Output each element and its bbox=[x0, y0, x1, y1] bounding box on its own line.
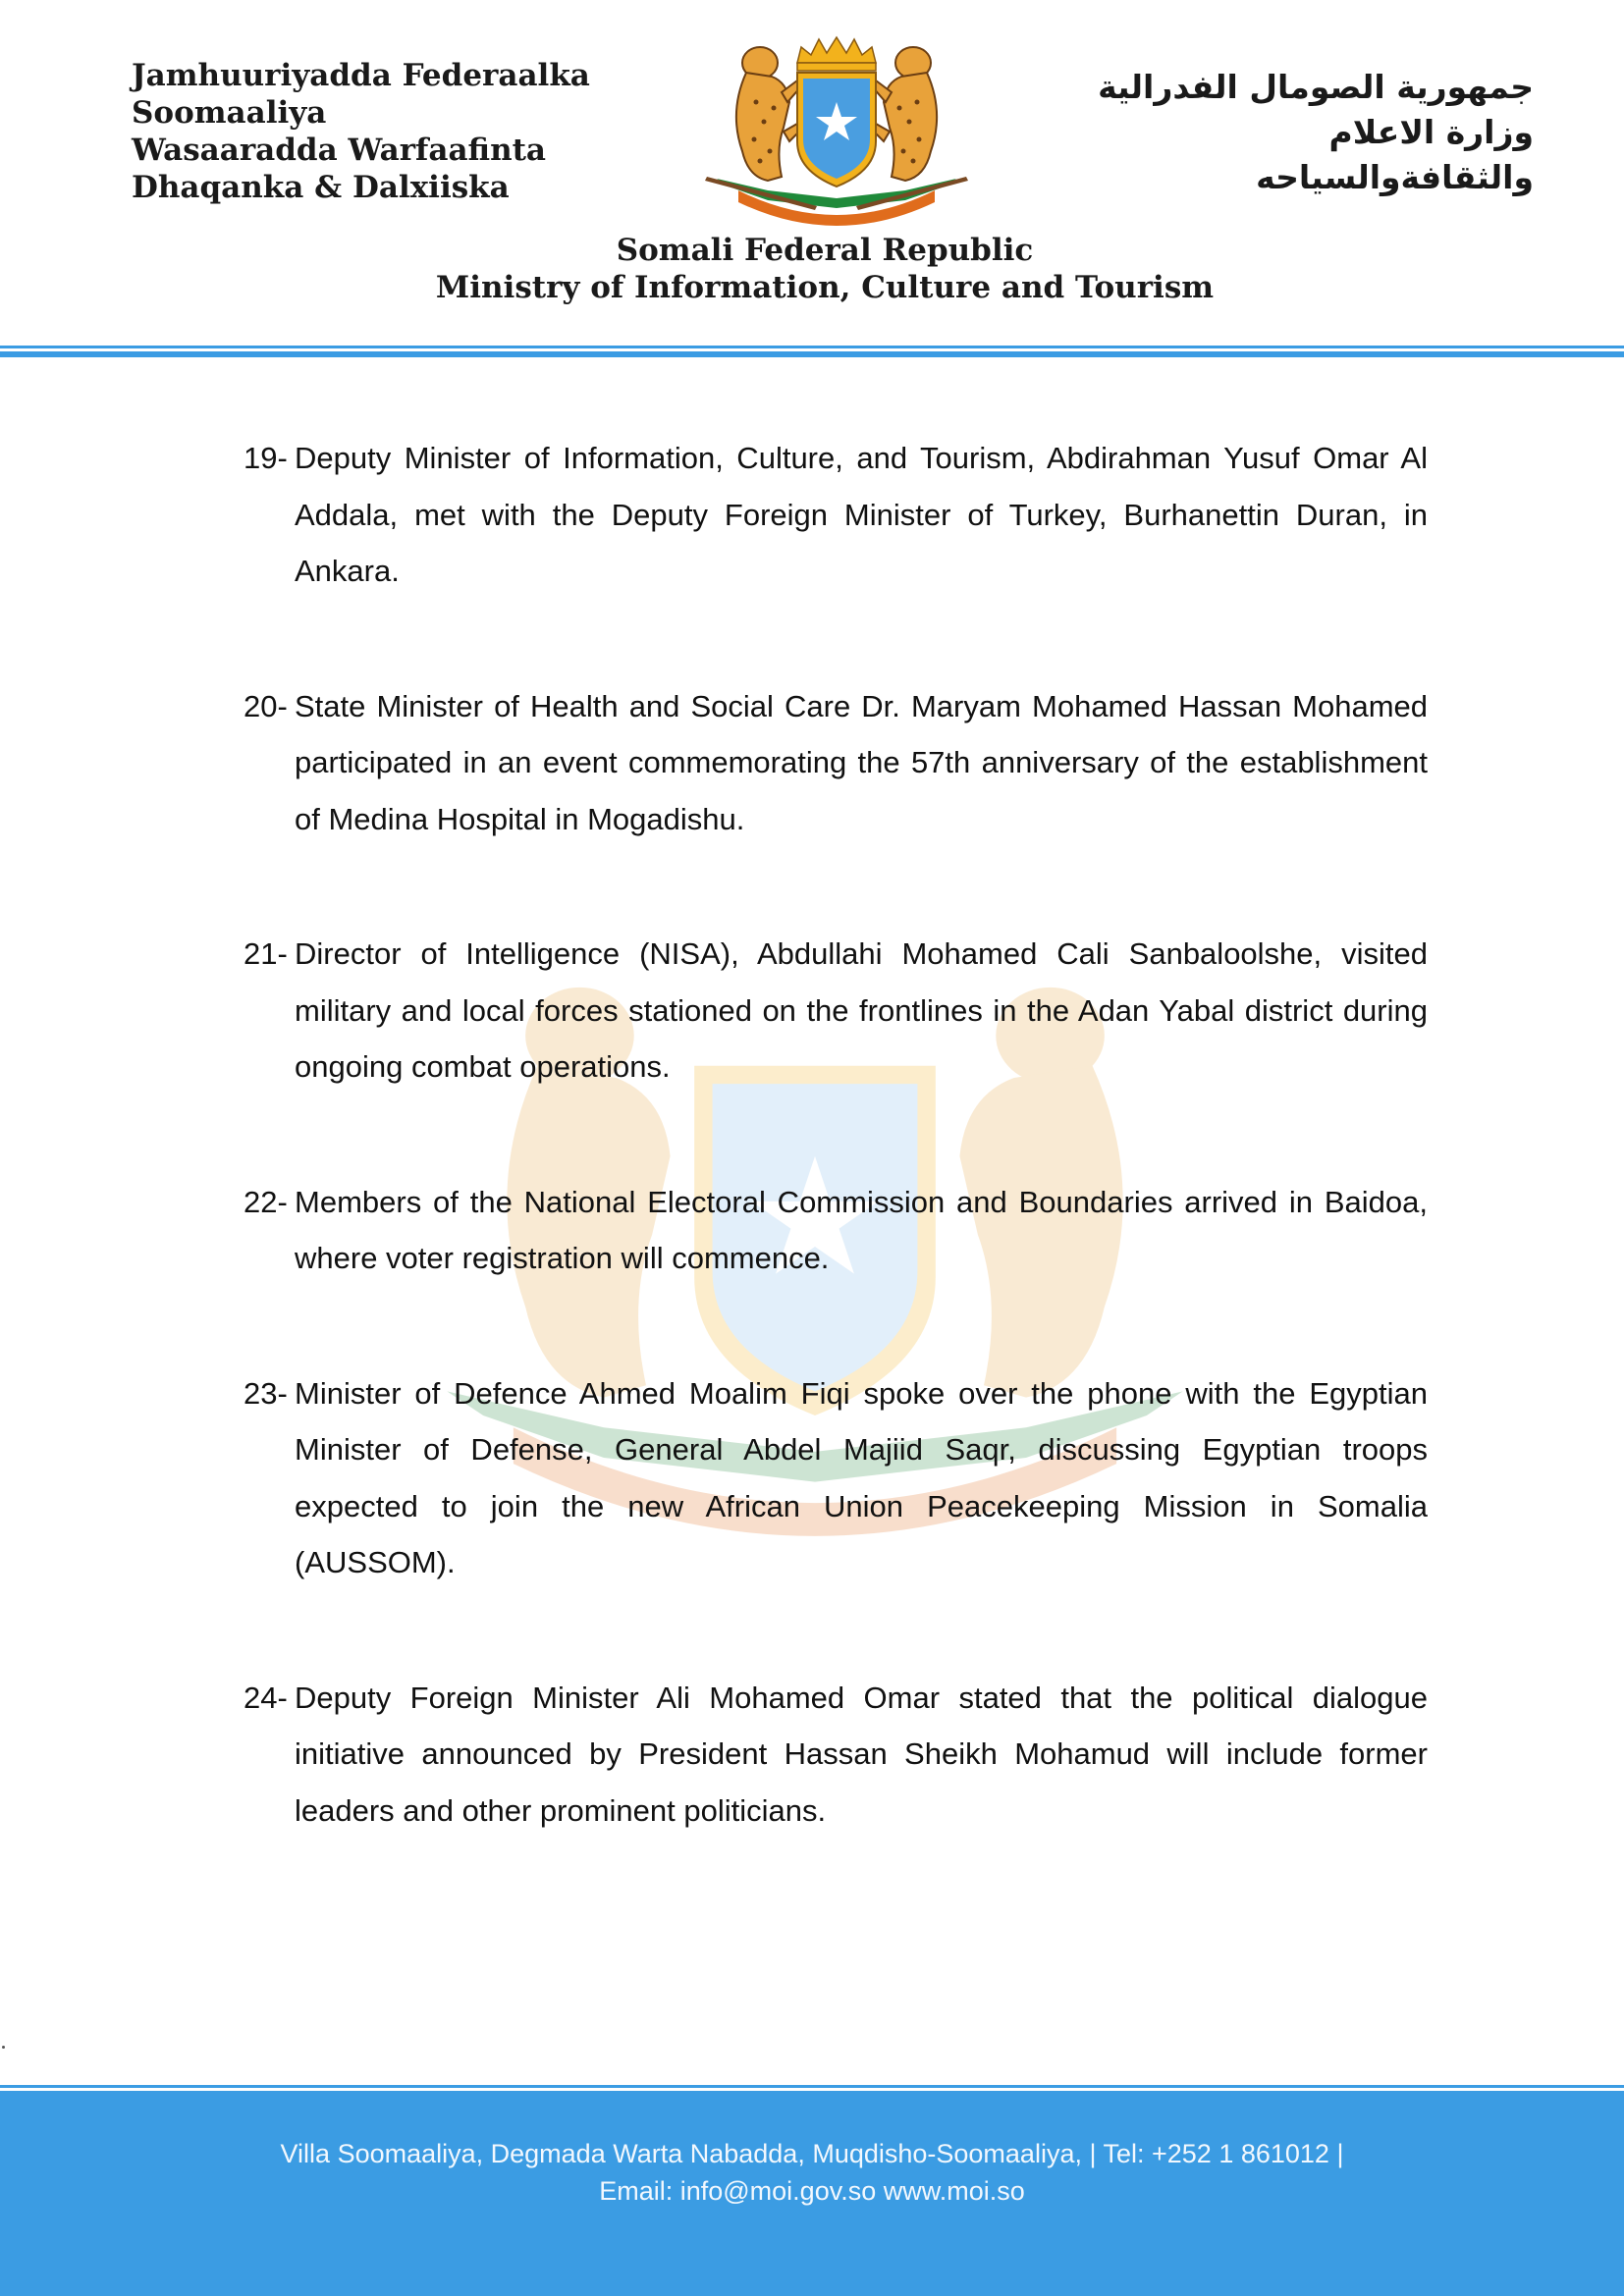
footer-address-line: Villa Soomaaliya, Degmada Warta Nabadda, Muqdisho-Soomaaliya, | Tel: +252 1 861012 | bbox=[280, 2139, 1344, 2168]
item-text: Deputy Minister of Information, Culture, and Tourism, Abdirahman Yusuf Omar Al Addala, met with the Deputy Foreign Minister of Turkey, Burhanettin Duran, in Ankara. bbox=[295, 441, 1428, 588]
header-english-name bbox=[0, 232, 1624, 306]
list-item bbox=[244, 1670, 1428, 1840]
header-arabic-name bbox=[1098, 65, 1534, 200]
header-left-line: Dhaqanka & Dalxiiska bbox=[132, 170, 510, 205]
item-text: Members of the National Electoral Commission and Boundaries arrived in Baidoa, where voter registration will commence. bbox=[295, 1184, 1428, 1275]
footer-divider bbox=[0, 2085, 1624, 2088]
item-number: 19- bbox=[244, 441, 288, 475]
header-right-line: وزارة الاعلام bbox=[1328, 113, 1534, 151]
item-number: 24- bbox=[244, 1680, 288, 1715]
item-text: Minister of Defence Ahmed Moalim Fiqi spoke over the phone with the Egyptian Minister of Defense, General Abdel Majiid Saqr, discussing Egyptian troops expected to join the new African Union Peacekeeping Mission in Somalia (AUSSOM). bbox=[295, 1375, 1428, 1579]
header-left-line: Soomaaliya bbox=[132, 95, 327, 131]
item-number: 23- bbox=[244, 1375, 288, 1411]
header-left-line: Wasaaradda Warfaafinta bbox=[132, 133, 547, 168]
header-divider-thick bbox=[0, 351, 1624, 357]
item-text: State Minister of Health and Social Care Dr. Maryam Mohamed Hassan Mohamed participated in an event commemorating the 57th anniversary of the establishment of Medina Hospital in Mogadishu. bbox=[295, 688, 1428, 836]
item-number: 22- bbox=[244, 1184, 288, 1219]
coat-of-arms-emblem bbox=[699, 33, 974, 230]
header-right-line: جمهورية الصومال الفدرالية bbox=[1098, 68, 1534, 106]
list-item bbox=[244, 678, 1428, 848]
footer-email-line: Email: info@moi.gov.so www.moi.so bbox=[599, 2176, 1025, 2206]
news-items-list bbox=[244, 430, 1428, 1839]
list-item bbox=[244, 1174, 1428, 1287]
item-text: Director of Intelligence (NISA), Abdullahi Mohamed Cali Sanbaloolshe, visited military and local forces stationed on the frontlines in the Adan Yabal district during ongoing combat operations. bbox=[295, 936, 1428, 1084]
header-left-line: Jamhuuriyadda Federaalka bbox=[132, 58, 590, 93]
header-somali-name bbox=[132, 57, 590, 206]
item-number: 21- bbox=[244, 936, 288, 971]
header-divider-thin bbox=[0, 346, 1624, 348]
header-center-line: Ministry of Information, Culture and Tourism bbox=[435, 270, 1215, 305]
header-center-line: Somali Federal Republic bbox=[616, 233, 1034, 268]
header-right-line: والثقافةوالسياحه bbox=[1256, 158, 1534, 196]
list-item bbox=[244, 430, 1428, 600]
item-text: Deputy Foreign Minister Ali Mohamed Omar stated that the political dialogue initiative announced by President Hassan Sheikh Mohamud will include former leaders and other prominent politicians. bbox=[295, 1680, 1428, 1828]
list-item bbox=[244, 926, 1428, 1095]
stray-dot bbox=[2, 2046, 5, 2049]
footer-contact bbox=[0, 2135, 1624, 2210]
list-item bbox=[244, 1365, 1428, 1591]
item-number: 20- bbox=[244, 688, 288, 723]
